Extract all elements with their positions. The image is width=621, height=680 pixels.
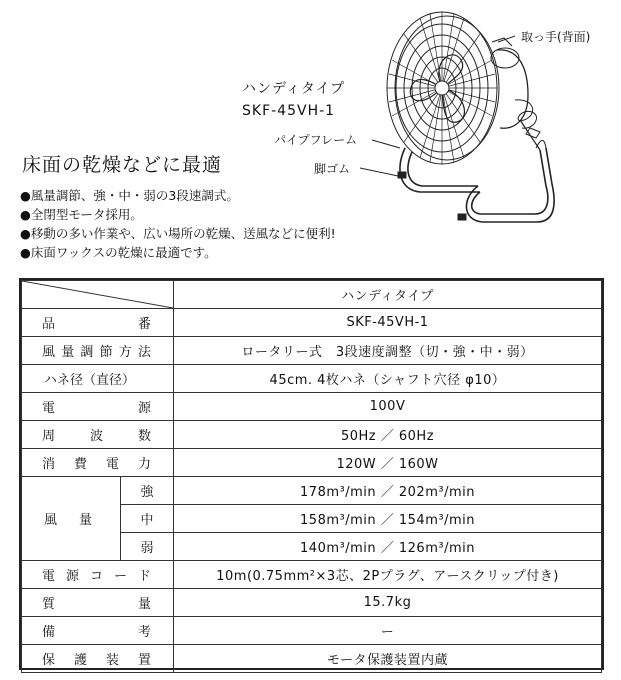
table-row (22, 309, 602, 337)
feature-item: ●風量調節、強・中・弱の3段速調式。 (20, 188, 239, 203)
table-row (22, 645, 602, 673)
airflow-level: 強 (121, 477, 174, 505)
spec-value: 158m³/min ／ 154m³/min (174, 505, 602, 533)
model-number: SKF-45VH-1 (242, 103, 336, 119)
table-row (22, 617, 602, 645)
model-block (242, 78, 345, 122)
spec-label: 備 考 (22, 617, 174, 645)
airflow-label: 風 量 (22, 477, 121, 561)
handle-callout: 取っ手(背面) (521, 30, 591, 44)
foot-rubber-callout: 脚ゴム (314, 162, 351, 176)
spec-label: 電 源 (22, 393, 174, 421)
spec-label: 消 費 電 力 (22, 449, 174, 477)
spec-label: 質 量 (22, 589, 174, 617)
spec-value: 10m(0.75mm²×3芯、2Pプラグ、アースクリップ付き) (174, 561, 602, 589)
headline: 床面の乾燥などに最適 (22, 154, 223, 176)
spec-value: ー (174, 617, 602, 645)
spec-value: 120W ／ 160W (174, 449, 602, 477)
table-row (22, 393, 602, 421)
spec-label: 電 源 コ ー ド (22, 561, 174, 589)
feature-item: ●床面ワックスの乾燥に最適です。 (20, 245, 217, 260)
spec-value: 140m³/min ／ 126m³/min (174, 533, 602, 561)
spec-table (19, 278, 604, 670)
pipe-frame-callout: パイプフレーム (274, 133, 358, 147)
table-row-airflow (22, 477, 602, 505)
spec-value: 178m³/min ／ 202m³/min (174, 477, 602, 505)
spec-value: 15.7kg (174, 589, 602, 617)
table-row (22, 421, 602, 449)
table-row (22, 365, 602, 393)
airflow-level: 中 (121, 505, 174, 533)
spec-label: 保 護 装 置 (22, 645, 174, 673)
table-row (22, 561, 602, 589)
spec-value: モータ保護装置内蔵 (174, 645, 602, 673)
model-type-label: ハンディタイプ (242, 81, 346, 97)
spec-label: 周 波 数 (22, 421, 174, 449)
spec-label: 風 量 調 節 方 法 (22, 337, 174, 365)
table-row (22, 449, 602, 477)
spec-value: 45cm. 4枚ハネ（シャフト穴径 φ10） (174, 365, 602, 393)
table-corner-cell (22, 281, 174, 309)
spec-value: 50Hz ／ 60Hz (174, 421, 602, 449)
feature-item: ●全閉型モータ採用。 (20, 207, 143, 222)
table-header-row (22, 281, 602, 309)
spec-label: 品 番 (22, 309, 174, 337)
airflow-level: 弱 (121, 533, 174, 561)
spec-value: SKF-45VH-1 (174, 309, 602, 337)
spec-label: ハネ径（直径） (22, 365, 174, 393)
table-row (22, 337, 602, 365)
feature-list (20, 186, 336, 262)
table-row (22, 589, 602, 617)
spec-value: ロータリー式 3段速度調整（切・強・中・弱） (174, 337, 602, 365)
table-header-value: ハンディタイプ (174, 281, 602, 309)
spec-value: 100V (174, 393, 602, 421)
feature-item: ●移動の多い作業や、広い場所の乾燥、送風などに便利! (20, 226, 336, 241)
